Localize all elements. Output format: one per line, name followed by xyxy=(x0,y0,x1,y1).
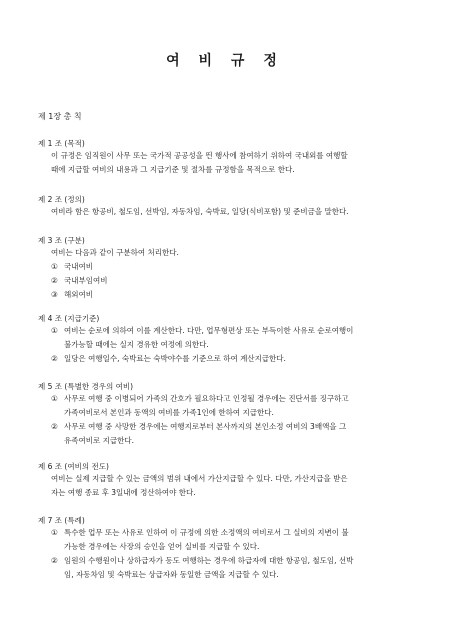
list-item xyxy=(51,274,416,288)
item-marker: ② xyxy=(51,276,58,285)
item-marker: ② xyxy=(51,354,58,363)
item-continuation xyxy=(51,434,416,448)
article-title: 제 6 조 (여비의 전도) xyxy=(38,462,109,471)
paragraph-line: 여비라 함은 항공비, 철도임, 선박임, 자동차임, 숙박료, 일당(식비포함) 및 준비금을 말한다. xyxy=(51,207,349,216)
item-marker: ① xyxy=(51,394,58,403)
list-item xyxy=(51,420,416,434)
list-item xyxy=(51,526,416,540)
list-item xyxy=(51,392,416,406)
article-3 xyxy=(38,235,416,302)
paragraph-line: 여비는 다음과 같이 구분하여 처리한다. xyxy=(51,248,179,257)
article-title: 제 7 조 (특례) xyxy=(38,516,85,525)
item-marker: ② xyxy=(51,422,58,431)
article-7 xyxy=(38,515,416,582)
list-item xyxy=(51,554,416,568)
item-continuation xyxy=(51,338,416,352)
article-title: 제 3 조 (구분) xyxy=(38,236,85,245)
article-5 xyxy=(38,381,416,448)
article-title: 제 5 조 (특별한 경우의 여비) xyxy=(38,382,133,391)
article-4 xyxy=(38,313,416,366)
item-text: 가능한 경우에는 사장의 승인을 얻어 실비를 지급할 수 있다. xyxy=(64,542,260,551)
paragraph-line: 자는 여행 종료 후 3일내에 정산하여야 한다. xyxy=(51,488,196,497)
article-1 xyxy=(38,138,416,177)
item-marker: ① xyxy=(51,528,58,537)
list-item xyxy=(51,352,416,366)
item-marker: ② xyxy=(51,556,58,565)
item-text: 불가능할 때에는 실지 경유한 여정에 의한다. xyxy=(64,340,209,349)
item-text: 유족여비로 지급한다. xyxy=(64,436,134,445)
article-2 xyxy=(38,194,416,219)
list-item xyxy=(51,260,416,274)
item-text: 국내부임여비 xyxy=(64,276,108,285)
item-text: 임원의 수행원이나 상하급자가 동도 여행하는 경우에 하급자에 대한 항공임, 철도임, 선박 xyxy=(64,556,354,565)
item-text: 임, 자동차임 및 숙박료는 상급자와 동일한 금액을 지급할 수 있다. xyxy=(64,570,279,579)
article-title: 제 4 조 (지급기준) xyxy=(38,314,100,323)
item-text: 특수한 업무 또는 사유로 인하여 이 규정에 의한 소정액의 여비로서 그 실비의 지변이 불 xyxy=(64,528,349,537)
item-marker: ① xyxy=(51,262,58,271)
item-marker: ③ xyxy=(51,290,58,299)
item-continuation xyxy=(51,568,416,582)
paragraph-line: 이 규정은 임직원이 사무 또는 국가적 공공성을 띈 행사에 참여하기 위하여 국내외를 여행할 xyxy=(51,151,348,160)
list-item xyxy=(51,324,416,338)
item-continuation xyxy=(51,406,416,420)
article-6 xyxy=(38,461,416,500)
chapter-heading: 제 1장 총 칙 xyxy=(38,112,82,121)
item-text: 가족여비로서 본인과 동액의 여비를 가족1인에 한하여 지급한다. xyxy=(64,408,274,417)
paragraph-line: 때에 지급할 여비의 내용과 그 지급기준 및 절차를 규정함을 목적으로 한다. xyxy=(51,165,295,174)
item-text: 국내여비 xyxy=(64,262,93,271)
item-continuation xyxy=(51,540,416,554)
item-text: 사무로 여행 중 이병되어 가족의 간호가 필요하다고 인정될 경우에는 진단서를 징구하고 xyxy=(64,394,349,403)
paragraph-line: 여비는 실제 지급할 수 있는 금액의 범위 내에서 가산지급할 수 있다. 다만, 가산지급을 받은 xyxy=(51,474,348,483)
item-text: 해외여비 xyxy=(64,290,93,299)
item-text: 여비는 순로에 의하여 이를 계산한다. 다만, 업무형편상 또는 부득이한 사유로 순로여행이 xyxy=(64,326,354,335)
list-item xyxy=(51,288,416,302)
item-text: 일당은 여행일수, 숙박료는 숙박야수를 기준으로 하여 계산지급한다. xyxy=(64,354,286,363)
article-title: 제 2 조 (정의) xyxy=(38,195,85,204)
document-title: 여 비 규 정 xyxy=(166,53,284,69)
item-text: 사무로 여행 중 사망한 경우에는 여행지로부터 본사까지의 본인소정 여비의 3배액을 그 xyxy=(64,422,347,431)
item-marker: ① xyxy=(51,326,58,335)
article-title: 제 1 조 (목적) xyxy=(38,139,85,148)
